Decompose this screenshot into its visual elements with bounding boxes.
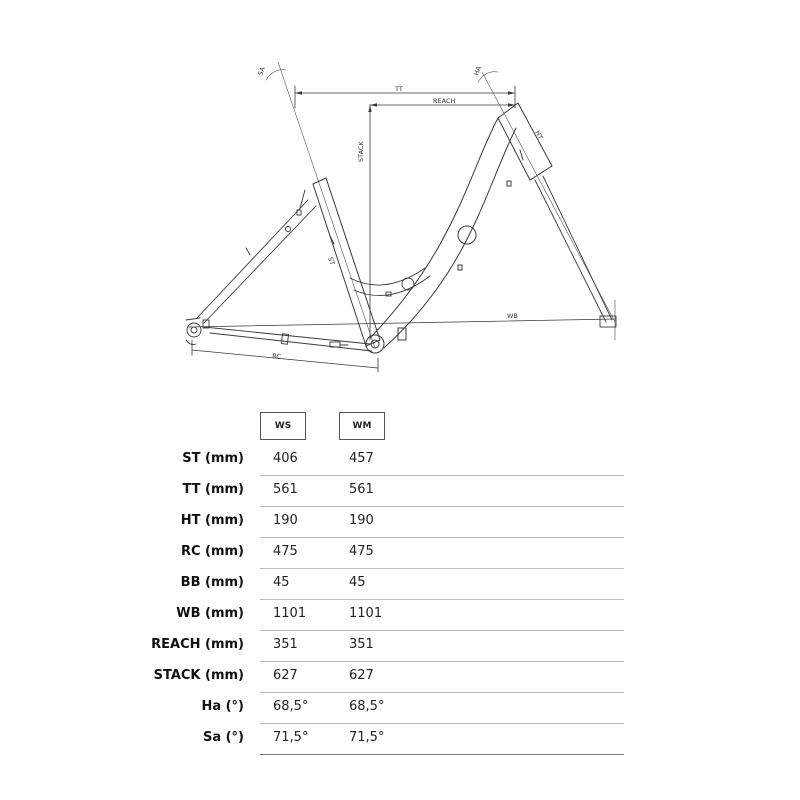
table-row-sa [0, 724, 800, 755]
head-tube [498, 103, 552, 180]
ws-value: 45 [273, 575, 290, 590]
wm-value: 71,5° [349, 730, 385, 745]
reach-label: REACH [433, 97, 456, 105]
table-row-ht [0, 507, 800, 538]
table-row-rc [0, 538, 800, 569]
ws-value: 1101 [273, 606, 307, 621]
ha-label: HA [472, 65, 484, 77]
row-label: REACH (mm) [151, 637, 244, 652]
table-row-stack [0, 662, 800, 693]
sa-label: SA [256, 65, 267, 77]
wm-value: 190 [349, 513, 374, 528]
wm-value: 351 [349, 637, 374, 652]
wm-value: 561 [349, 482, 374, 497]
ws-value: 68,5° [273, 699, 309, 714]
seat-angle-axis [266, 62, 375, 348]
ws-value: 627 [273, 668, 298, 683]
size-column-ws: WS [260, 412, 306, 440]
ws-value: 190 [273, 513, 298, 528]
table-row-tt [0, 476, 800, 507]
frame-strut [350, 268, 430, 296]
table-row-wb [0, 600, 800, 631]
wb-dimension [188, 300, 615, 340]
ws-value: 561 [273, 482, 298, 497]
size-column-wm: WM [339, 412, 385, 440]
wm-value: 475 [349, 544, 374, 559]
st-label: ST [326, 255, 337, 267]
row-label: BB (mm) [180, 575, 244, 590]
wb-label: WB [507, 312, 518, 320]
chain-stays [204, 327, 372, 351]
ws-value: 406 [273, 451, 298, 466]
table-row-reach [0, 631, 800, 662]
ws-value: 71,5° [273, 730, 309, 745]
rc-label: RC [271, 352, 282, 361]
row-label: STACK (mm) [153, 668, 244, 683]
ws-value: 351 [273, 637, 298, 652]
row-label: Sa (°) [202, 730, 244, 745]
wm-value: 68,5° [349, 699, 385, 714]
down-tube [370, 118, 516, 348]
wm-value: 45 [349, 575, 366, 590]
stack-dimension [368, 105, 371, 340]
ws-value: 475 [273, 544, 298, 559]
row-label: TT (mm) [182, 482, 244, 497]
row-label: Ha (°) [201, 699, 244, 714]
seat-stays [197, 190, 316, 323]
bottom-bracket [366, 328, 406, 353]
wm-value: 1101 [349, 606, 383, 621]
head-angle-axis [478, 72, 615, 322]
row-label: HT (mm) [180, 513, 244, 528]
row-label: RC (mm) [180, 544, 244, 559]
row-divider [260, 754, 624, 755]
wm-value: 627 [349, 668, 374, 683]
row-label: ST (mm) [182, 451, 244, 466]
stack-label: STACK [357, 141, 365, 162]
tt-label: TT [395, 85, 403, 93]
row-label: WB (mm) [176, 606, 244, 621]
ht-label: HT [533, 129, 545, 141]
fork [535, 176, 616, 327]
wm-value: 457 [349, 451, 374, 466]
table-row-ha [0, 693, 800, 724]
table-row-bb [0, 569, 800, 600]
geometry-table [0, 445, 800, 755]
rc-dimension [192, 340, 378, 372]
table-row-st [0, 445, 800, 476]
